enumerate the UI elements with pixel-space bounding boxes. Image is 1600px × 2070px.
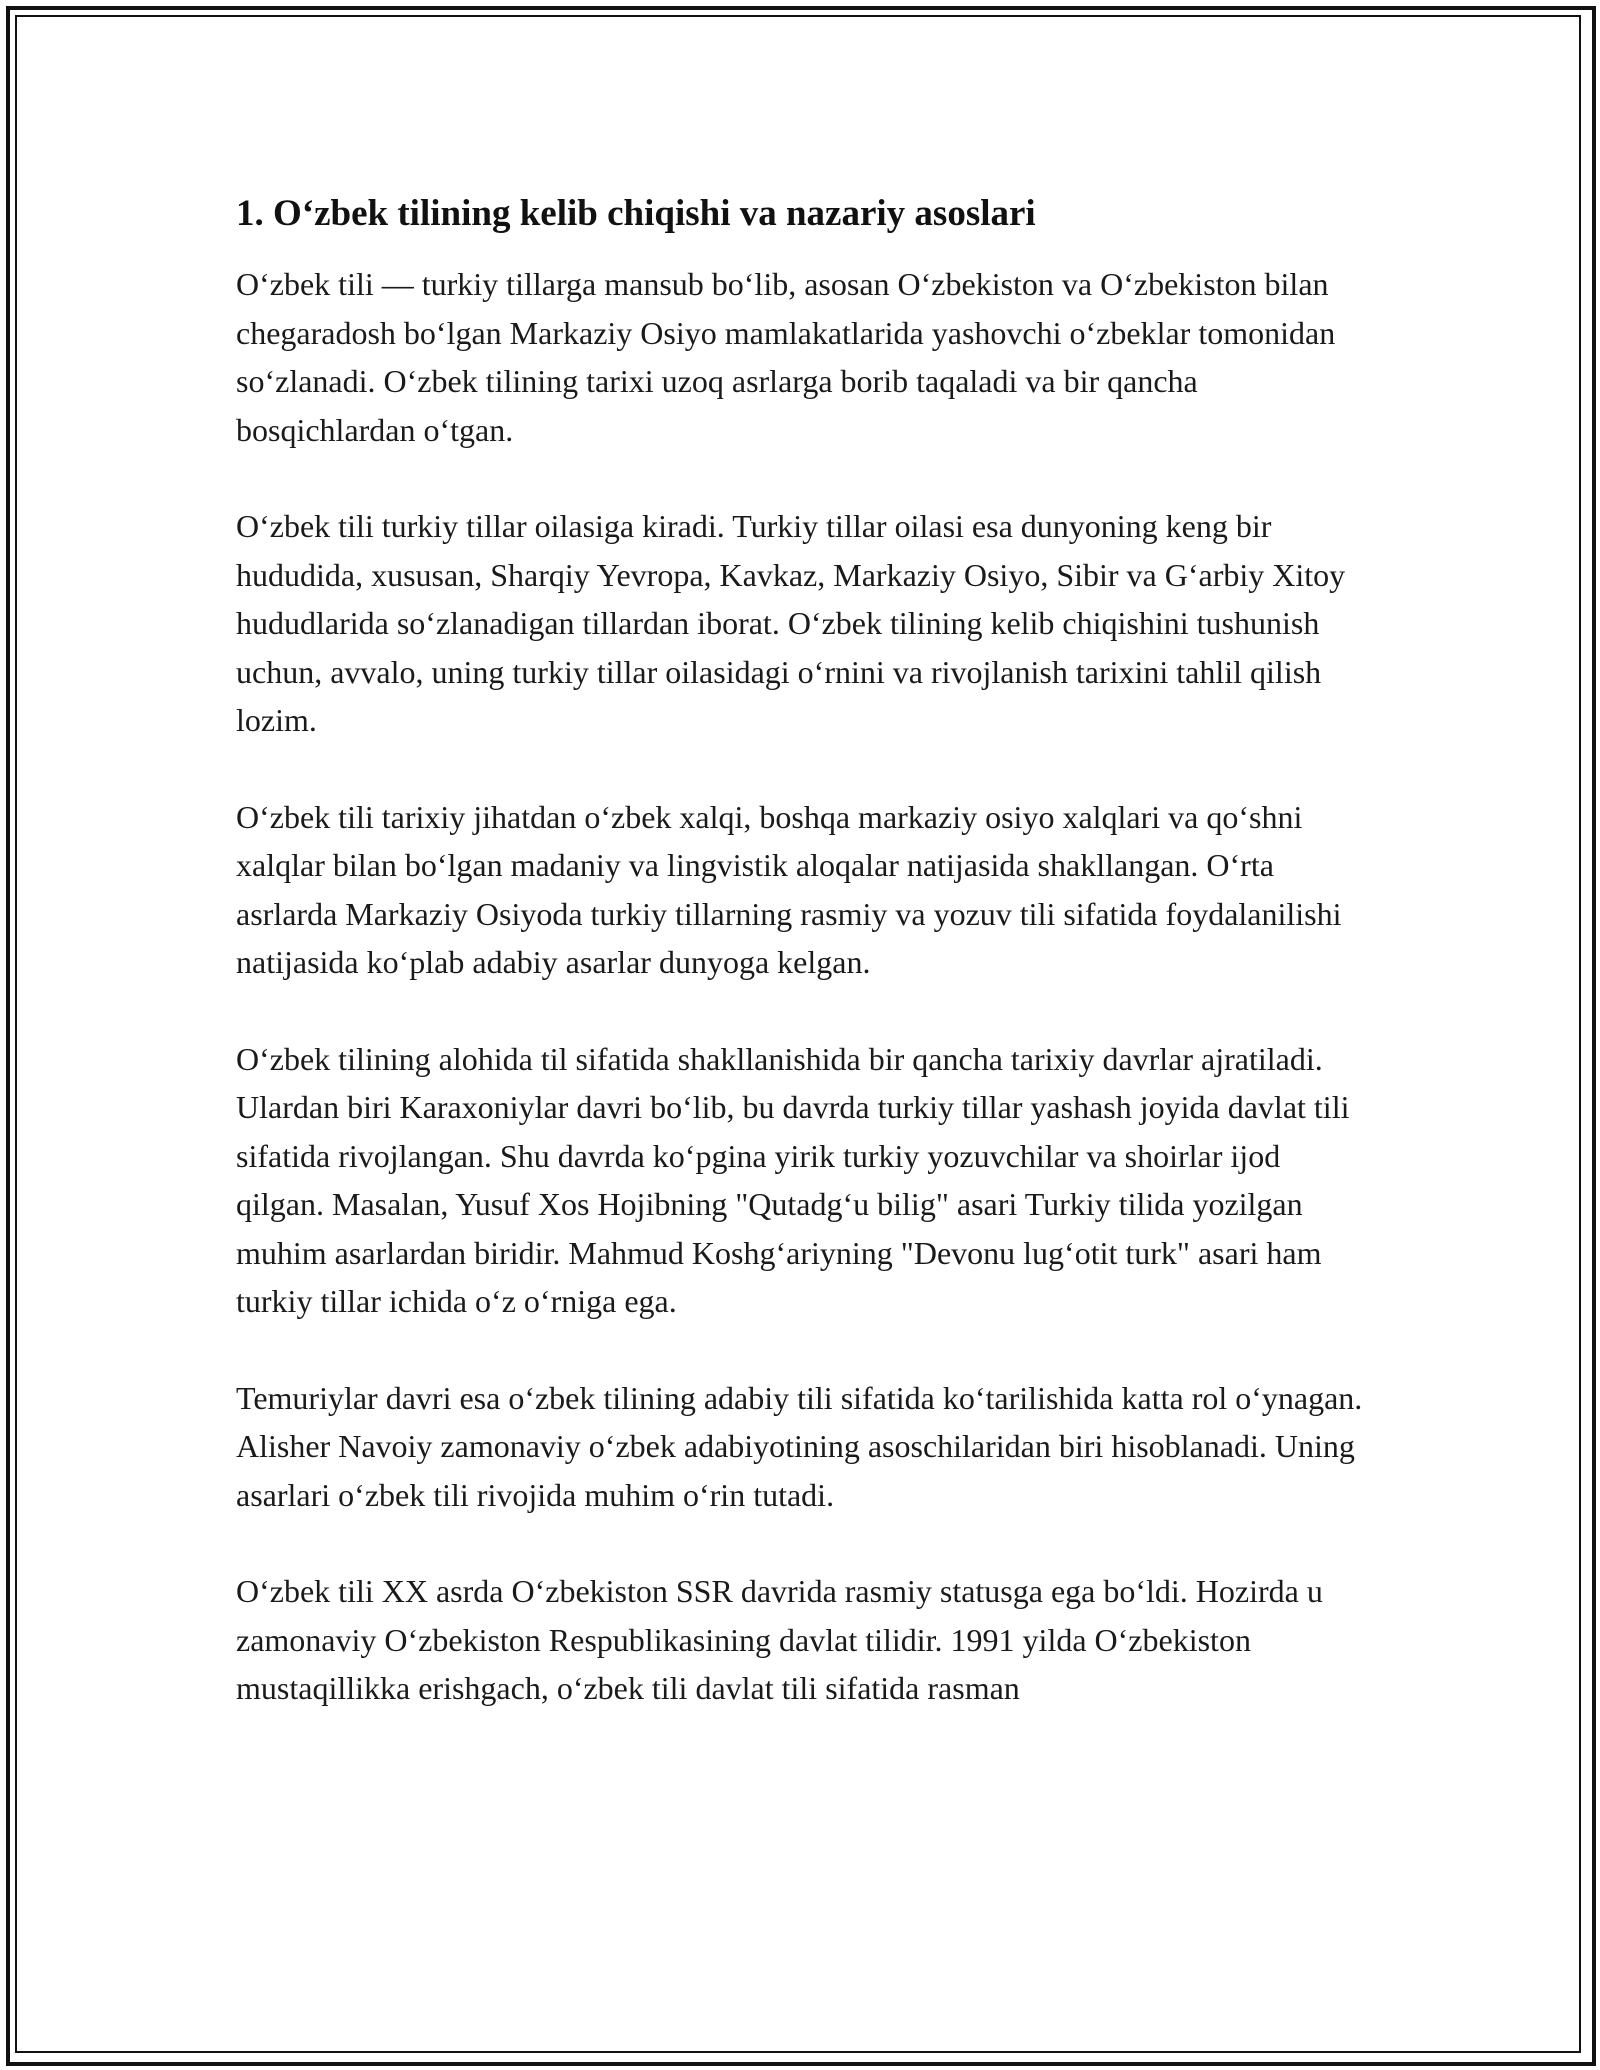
paragraph-4: O‘zbek tilining alohida til sifatida shakllanishida bir qancha tarixiy davrlar ajratiladi. Ulardan biri Karaxoniylar davri bo‘lib, bu davrda turkiy tillar yashash joyida davlat tili sifatida rivojlangan. Shu davrda ko‘pgina yirik turkiy yozuvchilar va shoirlar ijod qilgan. Masalan, Yusuf Xos Hojibning "Qutadg‘u bilig" asari Turkiy tilida yozilgan muhim asarlardan biridir. Mahmud Koshg‘ariyning "Devonu lug‘otit turk" asari ham turkiy tillar ichida o‘z o‘rniga ega. bbox=[236, 1040, 1350, 1319]
paragraph-1: O‘zbek tili — turkiy tillarga mansub bo‘lib, asosan O‘zbekiston va O‘zbekiston bilan chegaradosh bo‘lgan Markaziy Osiyo mamlakatlarida yashovchi o‘zbeklar tomonidan so‘zlanadi. O‘zbek tilining tarixi uzoq asrlarga borib taqaladi va bir qancha bosqichlardan o‘tgan. bbox=[236, 266, 1336, 448]
paragraph-6: O‘zbek tili XX asrda O‘zbekiston SSR davrida rasmiy statusga ega bo‘ldi. Hozirda u zamonaviy O‘zbekiston Respublikasining davlat tilidir. 1991 yilda O‘zbekiston mustaqillikka erishgach, o‘zbek tili davlat tili sifatida rasman bbox=[236, 1573, 1323, 1706]
document-body bbox=[236, 190, 1376, 1761]
paragraph-5: Temuriylar davri esa o‘zbek tilining adabiy tili sifatida ko‘tarilishida katta rol o‘ynagan. Alisher Navoiy zamonaviy o‘zbek adabiyotining asoschilaridan biri hisoblanadi. Uning asarlari o‘zbek tili rivojida muhim o‘rin tutadi. bbox=[236, 1379, 1363, 1513]
section-heading: 1. O‘zbek tilining kelib chiqishi va nazariy asoslari bbox=[236, 193, 1036, 234]
paragraph-2: O‘zbek tili turkiy tillar oilasiga kiradi. Turkiy tillar oilasi esa dunyoning keng bir hududida, xususan, Sharqiy Yevropa, Kavkaz, Markaziy Osiyo, Sibir va G‘arbiy Xitoy hududlarida so‘zlanadigan tillardan iborat. O‘zbek tilining kelib chiqishini tushunish uchun, avvalo, uning turkiy tillar oilasidagi o‘rnini va rivojlanish tarixini tahlil qilish lozim. bbox=[236, 508, 1346, 738]
paragraph-3: O‘zbek tili tarixiy jihatdan o‘zbek xalqi, boshqa markaziy osiyo xalqlari va qo‘shni xalqlar bilan bo‘lgan madaniy va lingvistik aloqalar natijasida shakllangan. O‘rta asrlarda Markaziy Osiyoda turkiy tillarning rasmiy va yozuv tili sifatida foydalanilishi natijasida ko‘plab adabiy asarlar dunyoga kelgan. bbox=[236, 798, 1342, 980]
